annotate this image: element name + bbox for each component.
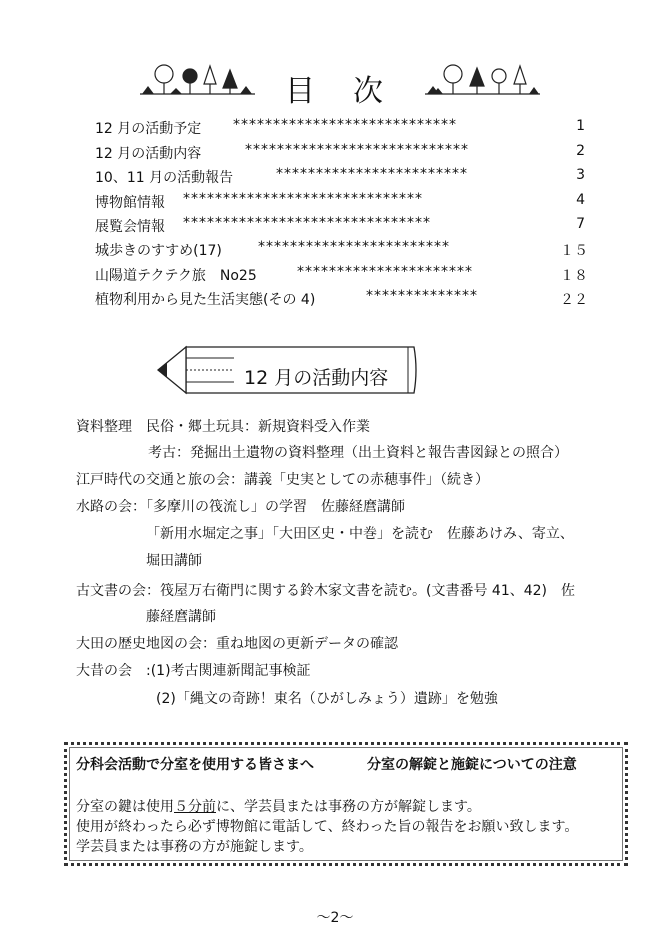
notice-text: に、学芸員または事務の方が解錠します。	[216, 799, 481, 815]
toc-row[interactable]	[0, 265, 670, 289]
trees-left-decoration	[140, 62, 255, 96]
activity-line: 江戸時代の交通と旅の会：講義「史実としての赤穂事件」（続き）	[76, 472, 489, 488]
title-area	[0, 62, 670, 112]
toc-leader: ************************	[276, 166, 468, 182]
page-title: 目次	[285, 74, 421, 109]
activity-line: 堀田講師	[146, 553, 202, 569]
toc-label: 12 月の活動内容	[95, 146, 202, 162]
toc-label: 12 月の活動予定	[95, 121, 202, 137]
toc-row[interactable]	[0, 289, 670, 313]
toc-page-number: 7	[576, 216, 585, 232]
toc-label: 博物館情報	[95, 195, 165, 211]
toc-row[interactable]	[0, 143, 670, 167]
section-heading: 12 月の活動内容	[244, 367, 389, 389]
activity-line: 大田の歴史地図の会：重ね地図の更新データの確認	[76, 636, 398, 652]
toc-label: 植物利用から見た生活実態(その 4)	[95, 292, 316, 308]
activity-line: 水路の会：「多摩川の筏流し」の学習 佐藤経麿講師	[76, 499, 405, 515]
toc-leader: *******************************	[183, 215, 431, 231]
toc-label: 展覧会情報	[95, 219, 165, 235]
notice-text: 分室の鍵は使用	[76, 799, 174, 815]
toc-leader: **********************	[297, 264, 473, 280]
notice-line: 使用が終わったら必ず博物館に電話して、終わった旨の報告をお願い致します。	[76, 819, 579, 835]
toc-leader: **************	[366, 288, 478, 304]
activity-line: 「新用水堀定之事」「大田区史・中巻」を読む 佐藤あけみ、寄立、	[146, 526, 574, 542]
toc-page-number: 2	[576, 143, 585, 159]
notice-line	[76, 796, 481, 816]
toc-label: 10、11 月の活動報告	[95, 170, 234, 186]
activity-line: 考古：発掘出土遺物の資料整理（出土資料と報告書図録との照合）	[148, 445, 568, 461]
toc-page-number: ２２	[560, 292, 588, 308]
toc-page-number: 3	[576, 167, 585, 183]
toc-page-number: 1	[576, 118, 585, 134]
toc-page-number: １８	[560, 268, 588, 284]
notice-emphasis: ５分前	[174, 799, 216, 815]
activity-line: 藤経麿講師	[146, 609, 216, 625]
notice-subtitle: 分室の解錠と施錠についての注意	[367, 757, 577, 773]
notice-title: 分科会活動で分室を使用する皆さまへ	[76, 757, 314, 773]
toc-row[interactable]	[0, 167, 670, 191]
toc-row[interactable]	[0, 240, 670, 264]
toc-leader: ****************************	[233, 117, 457, 133]
page-number: ～2～	[316, 910, 354, 926]
toc-row[interactable]	[0, 192, 670, 216]
activity-line: 古文書の会：筏屋万右衛門に関する鈴木家文書を読む。(文書番号 41、42) 佐	[76, 583, 576, 599]
notice-line: 学芸員または事務の方が施錠します。	[76, 839, 313, 855]
toc-page-number: 4	[576, 192, 585, 208]
toc-label: 山陽道テクテク旅 No25	[95, 268, 257, 284]
trees-right-decoration	[425, 62, 540, 96]
toc-row[interactable]	[0, 216, 670, 240]
toc-page-number: １５	[560, 243, 588, 259]
toc-leader: ****************************	[245, 142, 469, 158]
toc-row[interactable]	[0, 118, 670, 142]
activity-line: 大昔の会 :(1)考古関連新聞記事検証	[76, 663, 311, 679]
toc-label: 城歩きのすすめ(17)	[95, 243, 222, 259]
toc-leader: ******************************	[183, 191, 423, 207]
toc-leader: ************************	[258, 239, 450, 255]
activity-line: 資料整理 民俗・郷土玩具：新規資料受入作業	[76, 419, 370, 435]
activity-line: (2)「縄文の奇跡！東名（ひがしみょう）遺跡」を勉強	[156, 691, 498, 707]
